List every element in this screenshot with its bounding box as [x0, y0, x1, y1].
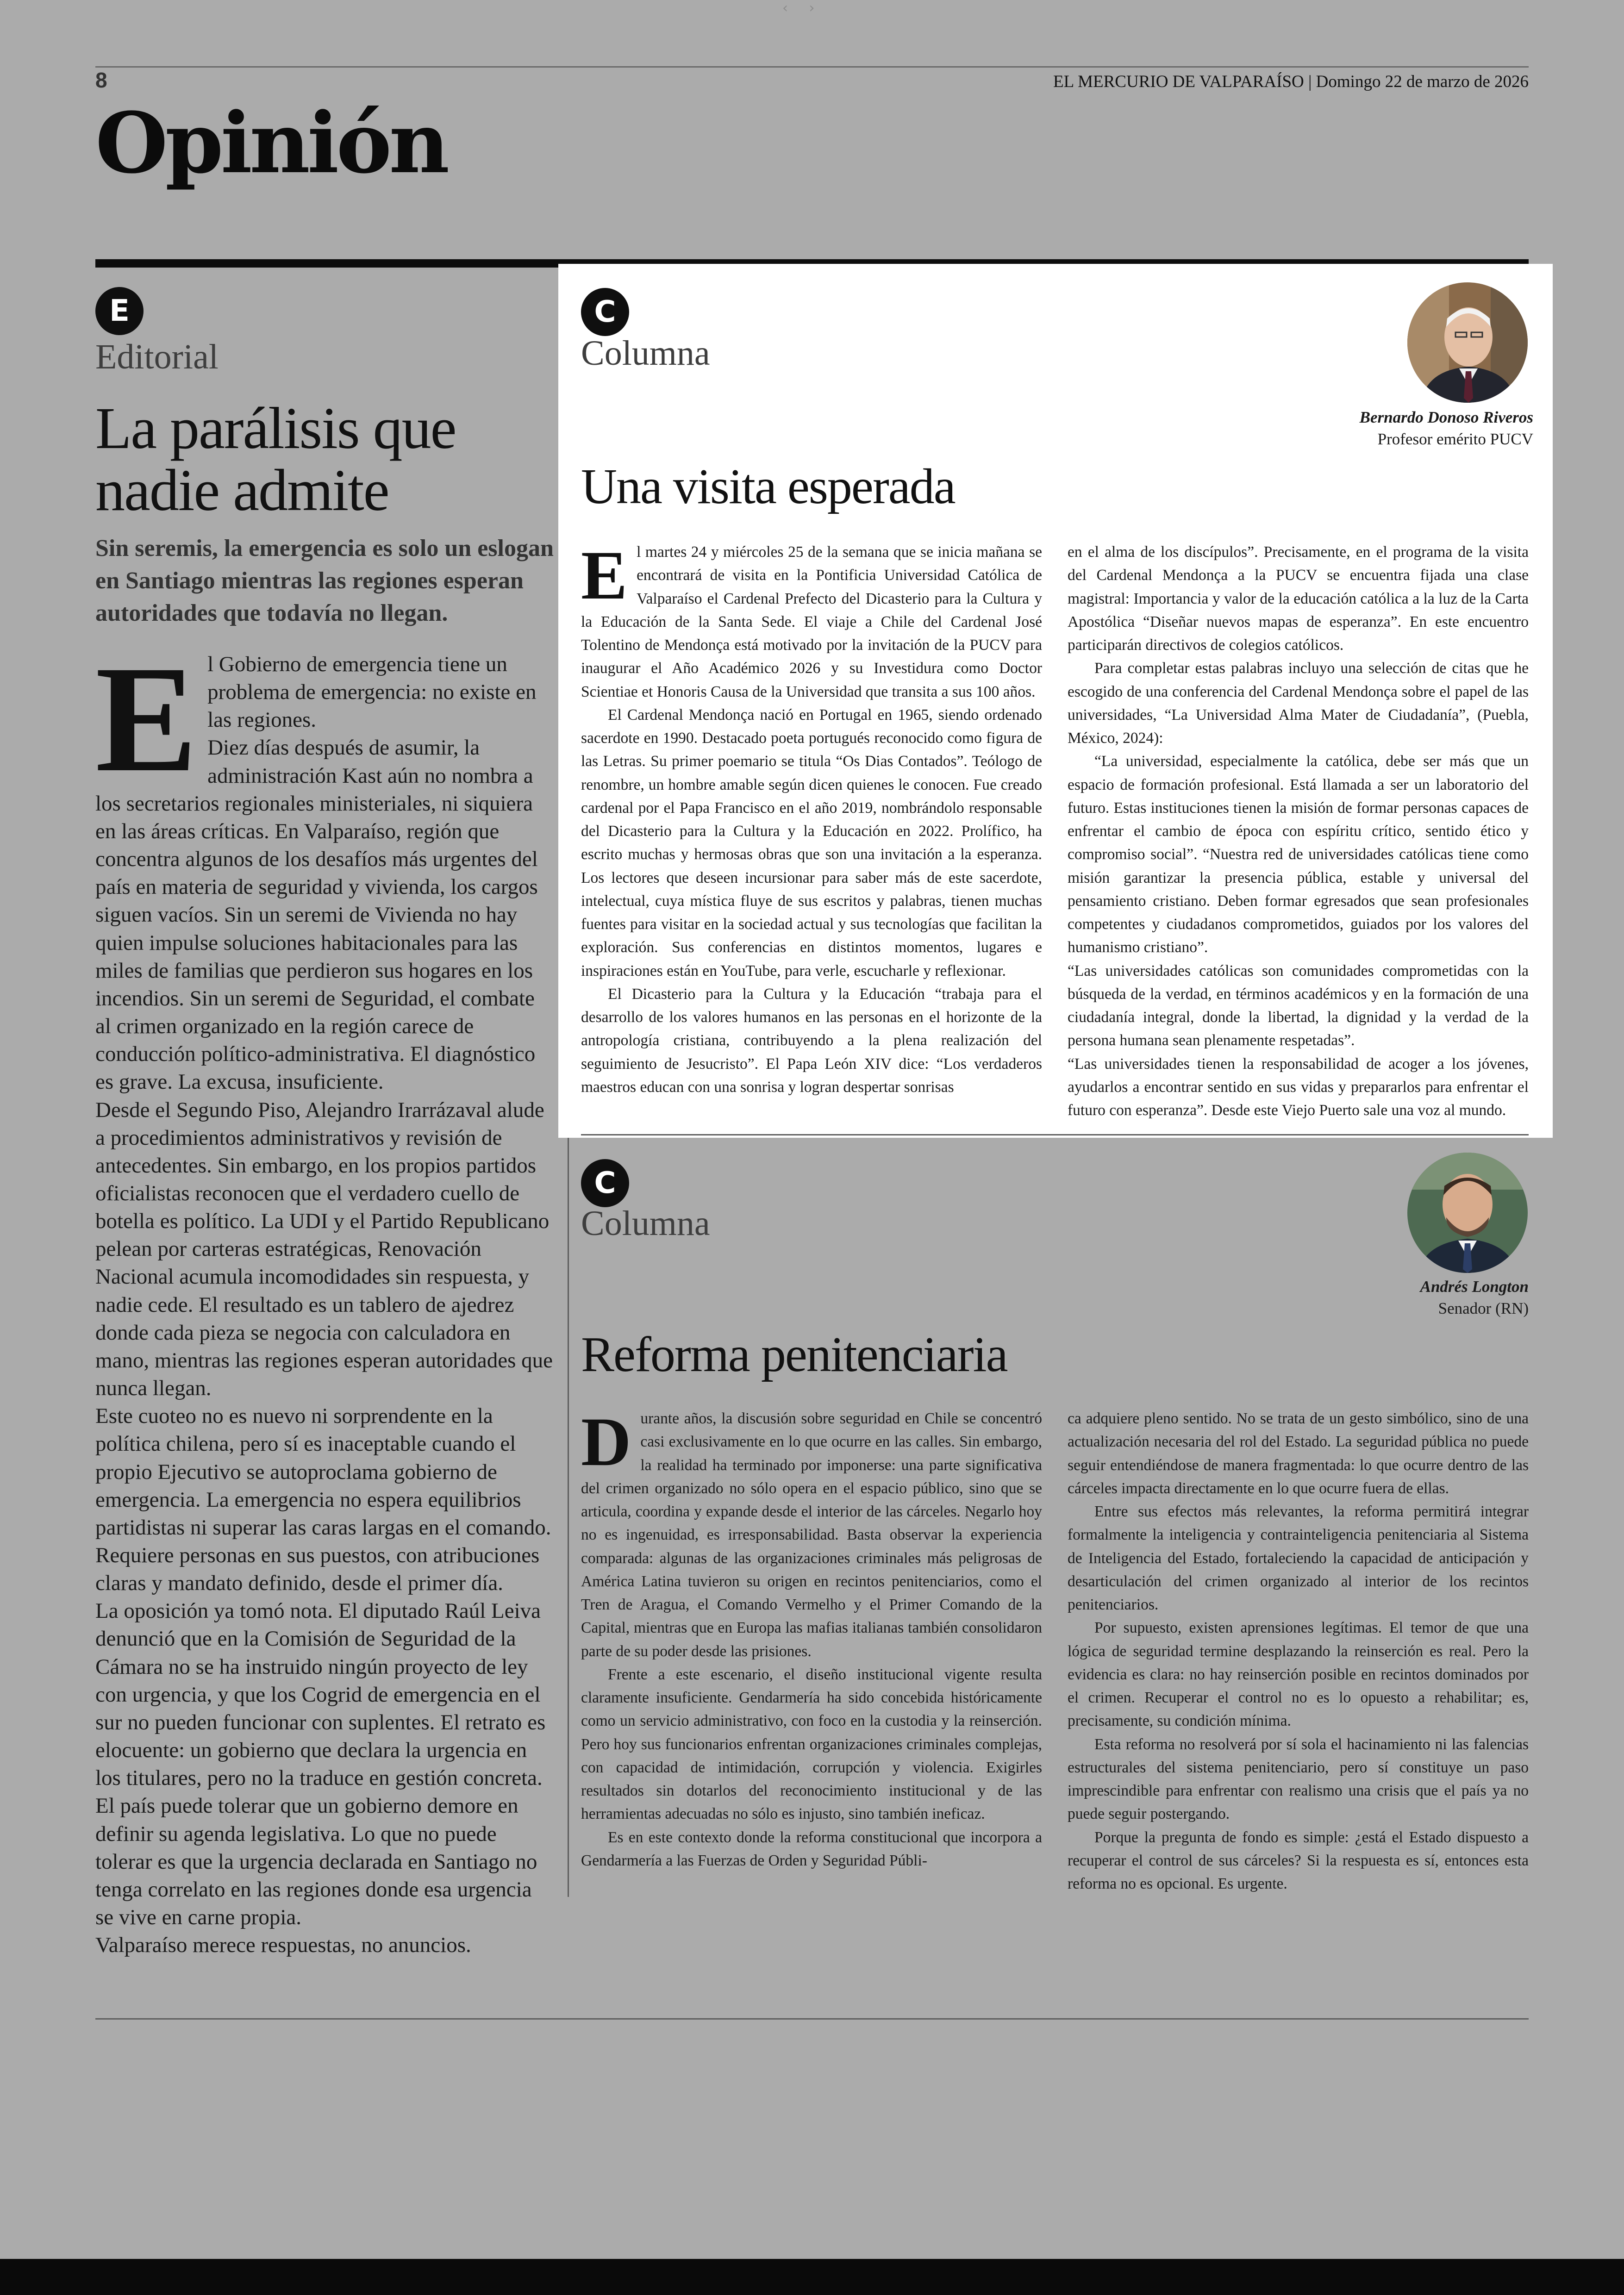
column1-paragraph: El Dicasterio para la Cultura y la Educación “trabaja para el desarrollo de los valores humanos en las personas en el horizonte de la antropología cristiana, contribuyendo a la plena realización del seguimiento de Jesucristo”. El Papa León XIV dice: “Los verdaderos maestros educan con una sonrisa y logran despertar sonrisas — [581, 985, 1042, 1096]
column2-dropcap: D — [581, 1403, 631, 1480]
column2-paragraph: Frente a este escenario, el diseño institucional vigente resulta claramente insuficiente. Gendarmería ha sido concebida históricamente como un servicio administrativo, con foco en la custodia y la reinserción. Pero hoy sus funcionarios enfrentan organizaciones criminales complejas, con capacidad de intimidación, corrupción y violencia. Exigirles resultados sin dotarlos del reconocimiento institucional y de las herramientas adecuadas no sólo es injusto, sino también ineficaz. — [581, 1665, 1042, 1823]
chevron-right-icon[interactable]: › — [809, 0, 823, 16]
column2-kicker: Columna — [581, 1204, 710, 1243]
editorial-body — [95, 635, 554, 1959]
column2-paragraph: Entre sus efectos más relevantes, la reforma permitirá integrar formalmente la inteligencia y contrainteligencia penitenciaria al Sistema de Inteligencia del Estado, fortaleciendo la capacidad de anticipación y desarticulación del crimen organizado al interior de los recintos penitenciarios. — [1068, 1503, 1529, 1613]
editorial-badge: E — [95, 287, 144, 335]
editorial-kicker: Editorial — [95, 337, 219, 376]
editorial-dropcap: E — [95, 635, 198, 804]
column1-paragraph: Para completar estas palabras incluyo una selección de citas que he escogido de una conferencia del Cardenal Mendonça sobre el papel de las universidades, “La Universidad Alma Mater de Ciudadanía”, (Puebla, México, 2024): — [1068, 660, 1529, 747]
column1-text-a — [581, 537, 1042, 1099]
masthead: EL MERCURIO DE VALPARAÍSO | Domingo 22 de marzo de 2026 — [1053, 72, 1529, 91]
column2-badge: C — [581, 1159, 629, 1207]
column1-paragraph: “La universidad, especialmente la católica, debe ser más que un espacio de formación profesional. Está llamada a ser un laboratorio del futuro. Estas instituciones tienen la misión de formar personas capaces de enfrentar el cambio de época con espíritu crítico, sentido ético y compromiso social”. “Nuestra red de universidades católicas tiene como misión garantizar la presencia pública, estable y universal del pensamiento cristiano. Deben formar egresados que sean profesionales competentes y ciudadanos comprometidos, guiados por los valores del humanismo cristiano”. — [1068, 753, 1529, 956]
editorial-deck: Sin seremis, la emergencia es solo un eslogan en Santiago mientras las regiones esperan autoridades que todavía no llegan. — [95, 535, 554, 627]
column1-author-role: Profesor emérito PUCV — [1377, 430, 1533, 449]
column2-headline: Reforma penitenciaria — [581, 1327, 1007, 1382]
editorial-headline-line1: La parálisis que — [95, 395, 456, 461]
column1-author — [1255, 406, 1533, 450]
author-photo-donoso — [1407, 282, 1528, 403]
editorial-paragraph: Diez días después de asumir, la administración Kast aún no nombra a los secretarios regionales ministeriales, ni siquiera en las áreas críticas. En Valparaíso, región que concentra algunos de los desafíos más urgentes del país en materia de seguridad y vivienda, los cargos siguen vacíos. Sin un seremi de Vivienda no hay quien impulse soluciones habitacionales para las miles de familias que perdieron sus hogares en los incendios. Sin un seremi de Seguridad, el combate al crimen organizado en la región carece de conducción político-administrativa. El diagnóstico es grave. La excusa, insuficiente. — [95, 736, 538, 1094]
column1-kicker: Columna — [581, 334, 710, 373]
author-photo-longton — [1407, 1153, 1528, 1273]
column2-paragraph: Esta reforma no resolverá por sí sola el hacinamiento ni las falencias estructurales del sistema penitenciario, pero sí constituye un paso imprescindible para enfrentar con realismo una crisis que el país ya no puede seguir postergando. — [1068, 1735, 1529, 1823]
editorial-paragraph: Valparaíso merece respuestas, no anuncios. — [95, 1933, 471, 1958]
editorial-headline — [95, 397, 554, 522]
column2-author — [1251, 1276, 1529, 1320]
column1-author-name: Bernardo Donoso Riveros — [1359, 408, 1533, 426]
column2-author-name: Andrés Longton — [1420, 1278, 1529, 1296]
column1-paragraph: “Las universidades católicas son comunidades comprometidas con la búsqueda de la verdad, en términos académicos y en la formación de una ciudadanía integral, donde la libertad, la dignidad y la verdad de la persona humana sean plenamente respetadas”. — [1068, 962, 1529, 1049]
column1-dropcap: E — [581, 537, 628, 614]
column2-text-b — [1068, 1407, 1529, 1896]
header-rule — [95, 66, 1529, 68]
column2-paragraph: urante años, la discusión sobre seguridad en Chile se concentró casi exclusivamente en lo que ocurre en las calles. Sin embargo, la realidad ha terminado por imponerse: una parte significativa del crimen organizado no sólo opera en el espacio público, sino que se articula, coordina y expande desde el interior de las cárceles. Negarlo hoy no es ingenuidad, es irresponsabilidad. Basta observar la experiencia comparada: algunas de las organizaciones criminales más peligrosas de América Latina tuvieron su origen en recintos penitenciarios, como el Tren de Aragua, el Comando Vermelho y el Primer Comando de la Capital, mientras que en Europa las mafias italianas también consolidaron parte de su poder desde las prisiones. — [581, 1410, 1042, 1660]
column2-paragraph: ca adquiere pleno sentido. No se trata de un gesto simbólico, sino de una actualización necesaria del rol del Estado. La seguridad pública no puede seguir entendiéndose de manera fragmentada: lo que ocurre dentro de las cárceles impacta directamente en lo que ocurre fuera de ellas. — [1068, 1410, 1529, 1497]
column1-paragraph: “Las universidades tienen la responsabilidad de acoger a los jóvenes, ayudarlos a encontrar sentido en sus vidas y prepararlos para enfrentar el futuro con esperanza”. Desde este Viejo Puerto sale una voz al mundo. — [1068, 1055, 1529, 1119]
viewer-bottom-bar — [0, 2259, 1624, 2295]
column1-paragraph: en el alma de los discípulos”. Precisamente, en el programa de la visita del Cardenal Mendonça a la PUCV se encuentra fijada una clase magistral: Importancia y valor de la educación católica a la luz de la Carta Apostólica “Diseñar nuevos mapas de esperanza”. En este encuentro participarán directivos de colegios católicos. — [1068, 543, 1529, 654]
column1-paragraph: l martes 24 y miércoles 25 de la semana que se inicia mañana se encontrará de visita en la Pontificia Universidad Católica de Valparaíso el Cardenal Prefecto del Dicasterio para la Cultura y la Educación de la Santa Sede. El viaje a Chile del Cardenal José Tolentino de Mendonça está motivado por la invitación de la PUCV para inaugurar el Año Académico 2026 y su Investidura como Doctor Scientiae et Honoris Causa de la Universidad que transita a sus 100 años. — [581, 543, 1042, 700]
section-title: Opinión — [95, 94, 447, 192]
column-divider — [581, 1134, 1529, 1135]
page-nav — [782, 0, 823, 16]
column1-paragraph: El Cardenal Mendonça nació en Portugal en 1965, siendo ordenado sacerdote en 1990. Destacado poeta portugués reconocido como figura de las Letras. Su primer poemario se titula “Os Dias Contados”. Teólogo de renombre, un hombre amable según dicen quienes le conocen. Fue creado cardenal por el Papa Francisco en el año 2019, nombrándolo responsable del Dicasterio para la Cultura y la Educación en 2022. Prolífico, ha escrito muchas y hermosas obras que son una invitación a la esperanza. Los lectores que deseen incursionar para saber más de este sacerdote, intelectual, cuya mística fluye de sus escritos y palabras, tienen muchas fuentes para visitar en la sociedad actual y sus tecnologías que facilitan la exploración. Sus conferencias en distintos momentos, lugares e inspiraciones están en YouTube, para verle, escucharle y reflexionar. — [581, 706, 1042, 979]
column2-paragraph: Es en este contexto donde la reforma constitucional que incorpora a Gendarmería a las Fuerzas de Orden y Seguridad Públi- — [581, 1828, 1042, 1869]
chevron-left-icon[interactable]: ‹ — [782, 0, 796, 16]
column-separator — [568, 1138, 569, 1897]
column2-paragraph: Porque la pregunta de fondo es simple: ¿está el Estado dispuesto a recuperar el control de sus cárceles? Si la respuesta es sí, entonces esta reforma no es opcional. Es urgente. — [1068, 1828, 1529, 1892]
editorial-paragraph: La oposición ya tomó nota. El diputado Raúl Leiva denunció que en la Comisión de Seguridad de la Cámara no se ha instruido ningún proyecto de ley con urgencia, y que los Cogrid de emergencia en el sur no pueden funcionar con suplentes. El retrato es elocuente: un gobierno que declara la urgencia en los titulares, pero no la traduce en gestión concreta. — [95, 1599, 546, 1790]
column1-headline: Una visita esperada — [581, 459, 955, 514]
column1-text-b — [1068, 541, 1529, 1122]
column2-text-a — [581, 1403, 1042, 1872]
editorial-headline-line2: nadie admite — [95, 457, 389, 524]
footer-rule — [95, 2018, 1529, 2020]
editorial-paragraph: El país puede tolerar que un gobierno demore en definir su agenda legislativa. Lo que no puede tolerar es que la urgencia declarada en Santiago no tenga correlato en las regiones donde esa urgencia se vive en carne propia. — [95, 1794, 537, 1930]
column1-badge: C — [581, 288, 629, 336]
column2-author-role: Senador (RN) — [1438, 1299, 1529, 1318]
editorial-paragraph: Desde el Segundo Piso, Alejandro Irarrázaval alude a procedimientos administrativos y revisión de antecedentes. Sin embargo, en los propios partidos oficialistas reconocen que el verdadero cuello de botella es político. La UDI y el Partido Republicano pelean por carteras estratégicas, Renovación Nacional acumula incomodidades sin respuesta, y nadie cede. El resultado es un tablero de ajedrez donde cada pieza se negocia con calculadora en mano, mientras las regiones esperan autoridades que nunca llegan. — [95, 1098, 553, 1401]
page-number: 8 — [95, 68, 107, 92]
column2-paragraph: Por supuesto, existen aprensiones legítimas. El temor de que una lógica de seguridad termine desplazando la reinserción es real. Pero la evidencia es clara: no hay reinserción posible en recintos dominados por el crimen. Recuperar el control no es lo opuesto a rehabilitar; es, precisamente, su condición mínima. — [1068, 1619, 1529, 1730]
editorial-intro: l Gobierno de emergencia tiene un problema de emergencia: no existe en las regiones. — [207, 652, 537, 732]
editorial-paragraph: Este cuoteo no es nuevo ni sorprendente en la política chilena, pero sí es inaceptable cuando el propio Ejecutivo se autoproclama gobierno de emergencia. La emergencia no espera equilibrios partidistas ni superar las caras largas en el comando. Requiere personas en sus puestos, con atribuciones claras y mandato definido, desde el primer día. — [95, 1404, 551, 1596]
